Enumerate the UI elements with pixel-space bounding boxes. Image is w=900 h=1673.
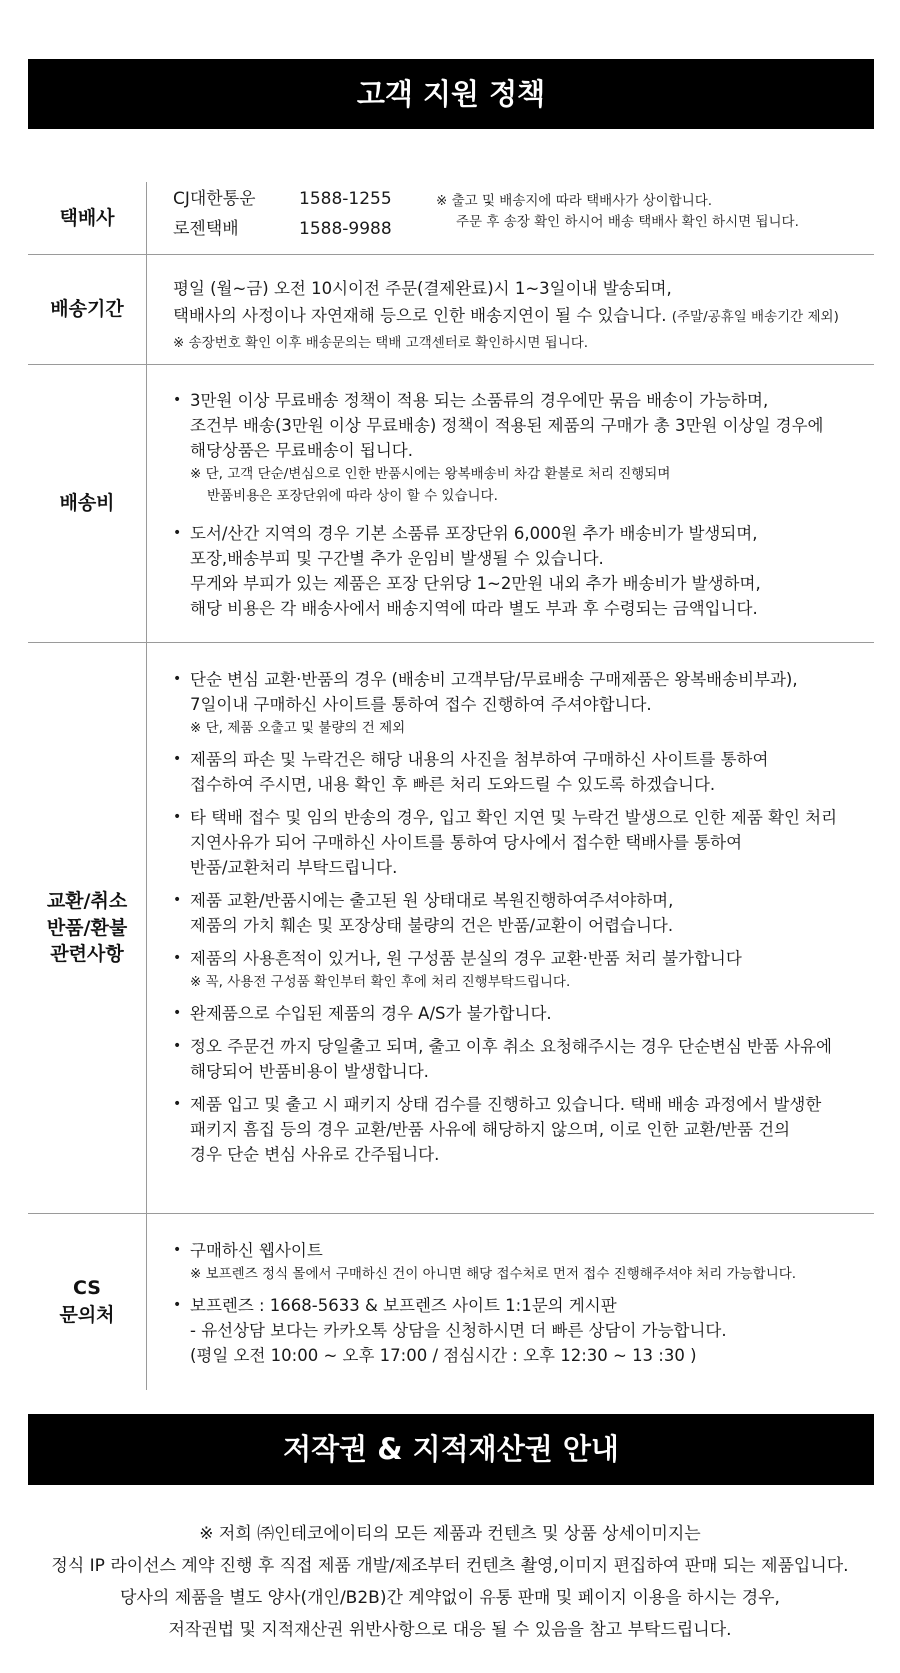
copyright-line: 당사의 제품을 별도 양사(개인/B2B)간 계약없이 유통 판매 및 페이지 이용을 하시는 경우, [120,1588,780,1608]
list-item [173,747,874,797]
list-item-note: ※ 단, 고객 단순/변심으로 인한 반품시에는 왕복배송비 차감 환불로 처리 진행되며 [190,466,671,482]
list-item [173,1293,874,1368]
list-item-text: 제품의 가치 훼손 및 포장상태 불량의 건은 반품/교환이 어렵습니다. [190,916,674,935]
list-item-text: • 제품의 파손 및 누락건은 해당 내용의 사진을 첨부하여 구매하신 사이트를 통하여 [190,750,769,769]
exchange-content [173,667,874,1175]
list-item-text: 패키지 흠집 등의 경우 교환/반품 사유에 해당하지 않으며, 이로 인한 교환/반품 건의 [190,1120,791,1139]
list-item [173,1001,874,1026]
copyright-notice [0,1518,900,1646]
courier-name: CJ대한통운 [173,189,256,209]
row-shipping-fee [28,365,874,642]
cs-content [173,1238,874,1376]
list-item-text: 해당상품은 무료배송이 됩니다. [190,441,413,460]
courier-name: 로젠택배 [173,219,239,239]
list-item-text: 해당 비용은 각 배송사에서 배송지역에 따라 별도 부과 후 수령되는 금액입니다. [190,599,758,618]
list-item-text: 무게와 부피가 있는 제품은 포장 단위당 1~2만원 내외 추가 배송비가 발생하며, [190,574,761,593]
list-item [173,888,874,938]
list-item-note: 반품비용은 포장단위에 따라 상이 할 수 있습니다. [207,488,498,504]
list-item-text: • 단순 변심 교환·반품의 경우 (배송비 고객부담/무료배송 구매제품은 왕복배송비부과), [190,670,798,689]
list-item-note: ※ 보프렌즈 정식 몰에서 구매하신 건이 아니면 해당 접수처로 먼저 접수 진행해주셔야 처리 가능합니다. [190,1266,797,1282]
list-item-text: 해당되어 반품비용이 발생합니다. [190,1062,429,1081]
list-item-text: 지연사유가 되어 구매하신 사이트를 통하여 당사에서 접수한 택배사를 통하여 [190,833,743,852]
list-item [173,946,874,993]
list-item [173,805,874,880]
delivery-period-content [173,275,874,355]
list-item-text: 조건부 배송(3만원 이상 무료배송) 정책이 적용된 제품의 구매가 총 3만원 이상일 경우에 [190,416,824,435]
row-label-line: 관련사항 [50,943,124,966]
list-item [173,1238,874,1285]
delivery-period-text: 평일 (월~금) 오전 10시이전 주문(결제완료)시 1~3일이내 발송되며, [173,279,672,298]
list-item-text: - 유선상담 보다는 카카오톡 상담을 신청하시면 더 빠른 상담이 가능합니다. [190,1321,727,1340]
list-item-text: • 보프렌즈 : 1668-5633 & 보프렌즈 사이트 1:1문의 게시판 [190,1296,617,1315]
row-label-exchange-refund [28,643,146,1213]
delivery-period-exception: (주말/공휴일 배송기간 제외) [671,309,839,325]
list-item [173,1092,874,1167]
list-item-note: ※ 단, 제품 오출고 및 불량의 건 제외 [190,720,406,736]
list-item-text: • 제품 입고 및 출고 시 패키지 상태 검수를 진행하고 있습니다. 택배 배송 과정에서 발생한 [190,1095,822,1114]
delivery-period-note: ※ 송장번호 확인 이후 배송문의는 택배 고객센터로 확인하시면 됩니다. [173,335,589,351]
row-label-line: CS [73,1277,101,1300]
copyright-line: ※ 저희 ㈜인테코에이티의 모든 제품과 컨텐츠 및 상품 상세이미지는 [199,1524,701,1544]
list-item-text: 반품/교환처리 부탁드립니다. [190,858,398,877]
list-item [173,667,874,739]
row-courier [28,182,874,254]
list-item-text: • 제품의 사용흔적이 있거나, 원 구성품 분실의 경우 교환·반품 처리 불가합니다 [190,949,742,968]
list-item-note: ※ 꼭, 사용전 구성품 확인부터 확인 후에 처리 진행부탁드립니다. [190,974,571,990]
row-label-delivery-period: 배송기간 [50,298,124,321]
row-delivery-period [28,255,874,364]
courier-phone: 1588-1255 [299,189,392,209]
list-item-text: • 3만원 이상 무료배송 정책이 적용 되는 소품류의 경우에만 묶음 배송이 가능하며, [190,391,769,410]
delivery-period-text: 택배사의 사정이나 자연재해 등으로 인한 배송지연이 될 수 있습니다. [173,306,667,325]
list-item-text: 7일이내 구매하신 사이트를 통하여 접수 진행하여 주셔야합니다. [190,695,652,714]
copyright-line: 정식 IP 라이선스 계약 진행 후 직접 제품 개발/제조부터 컨텐츠 촬영,이미지 편집하여 판매 되는 제품입니다. [51,1556,849,1576]
list-item-text: 경우 단순 변심 사유로 간주됩니다. [190,1145,440,1164]
list-item-text: • 완제품으로 수입된 제품의 경우 A/S가 불가합니다. [190,1004,552,1023]
list-item-text: (평일 오전 10:00 ~ 오후 17:00 / 점심시간 : 오후 12:30 ~ 13 :30 ) [190,1346,697,1365]
courier-phone: 1588-9988 [299,219,392,239]
list-item-text: 접수하여 주시면, 내용 확인 후 빠른 처리 도와드릴 수 있도록 하겠습니다. [190,775,716,794]
row-cs-contact [28,1214,874,1390]
section-title-support-policy: 고객 지원 정책 [28,59,874,129]
shipping-fee-content [173,388,874,629]
row-label-line: 교환/취소 [46,890,128,913]
courier-note: ※ 출고 및 배송지에 따라 택배사가 상이합니다. [436,193,713,209]
list-item [173,521,874,621]
list-item [173,388,874,507]
row-label-courier: 택배사 [59,206,115,229]
row-label-line: 반품/환불 [46,916,128,939]
row-label-shipping-fee: 배송비 [59,492,115,515]
list-item-text: • 도서/산간 지역의 경우 기본 소품류 포장단위 6,000원 추가 배송비가 발생되며, [190,524,758,543]
row-exchange-refund [28,643,874,1213]
row-label-cs-contact [28,1214,146,1390]
row-label-line: 문의처 [59,1304,115,1326]
list-item-text: • 정오 주문건 까지 당일출고 되며, 출고 이후 취소 요청해주시는 경우 단순변심 반품 사유에 [190,1037,832,1056]
list-item-text: 포장,배송부피 및 구간별 추가 운임비 발생될 수 있습니다. [190,549,604,568]
courier-note: 주문 후 송장 확인 하시어 배송 택배사 확인 하시면 됩니다. [456,214,799,230]
copyright-line: 저작권법 및 지적재산권 위반사항으로 대응 될 수 있음을 참고 부탁드립니다. [168,1620,732,1640]
section-title-copyright: 저작권 & 지적재산권 안내 [28,1414,874,1485]
list-item-text: • 제품 교환/반품시에는 출고된 원 상태대로 복원진행하여주셔야하며, [190,891,674,910]
list-item-text: • 타 택배 접수 및 임의 반송의 경우, 입고 확인 지연 및 누락건 발생으로 인한 제품 확인 처리 [190,808,838,827]
list-item [173,1034,874,1084]
list-item-text: • 구매하신 웹사이트 [190,1241,323,1260]
